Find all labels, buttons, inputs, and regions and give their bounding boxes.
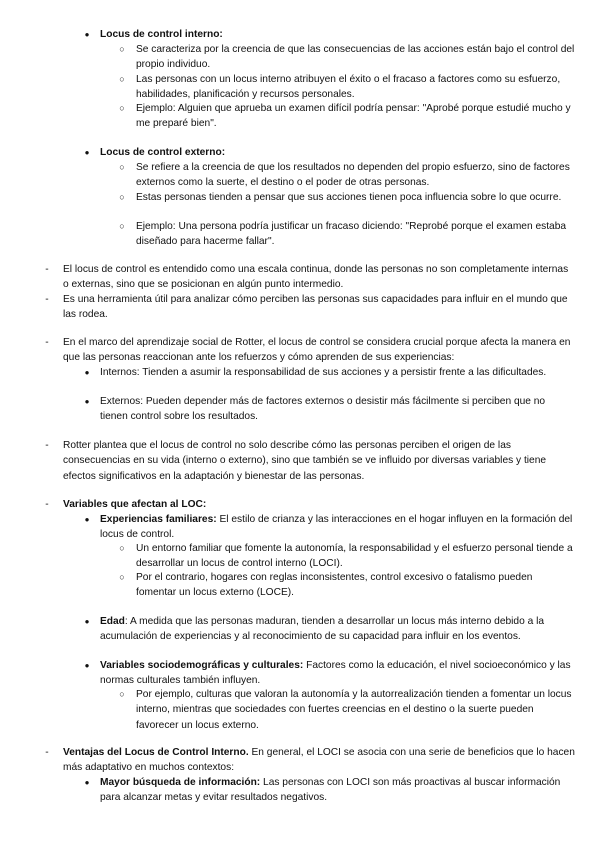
- bullet-item-locus-externo: [84, 145, 575, 160]
- sub-item-socio-1: [119, 687, 575, 733]
- text-familiares: El estilo de crianza y las interacciones en el hogar influyen en la formación del locus de control.: [100, 514, 573, 541]
- sub-item-text: Ejemplo: Alguien que aprueba un examen difícil podría pensar: "Aprobé porque estudié mucho y me preparé bien".: [136, 103, 571, 130]
- label-busqueda: Mayor búsqueda de información:: [100, 777, 261, 788]
- dash-item-variables: [45, 497, 575, 512]
- bullet-item-externos: [84, 394, 575, 425]
- bullet-item-locus-interno: [84, 27, 575, 42]
- heading-variables: Variables que afectan al LOC:: [63, 499, 207, 510]
- sub-item-interno-3: [119, 101, 575, 132]
- sub-item-text: Por el contrario, hogares con reglas inconsistentes, control excesivo o fatalismo pueden fomentar un locus externo (LOCE).: [136, 572, 533, 599]
- circle-marker: ○: [119, 103, 125, 113]
- bullet-item-familiares: [84, 512, 575, 543]
- sub-item-text: Un entorno familiar que fomente la autonomía, la responsabilidad y el esfuerzo personal tiende a desarrollar un locus de control interno (LOCI).: [136, 543, 573, 570]
- text-busqueda: Las personas con LOCI son más proactivas al buscar información para alcanzar metas y evitar resultados negativos.: [100, 777, 561, 804]
- bullet-text-internos: Internos: Tienden a asumir la responsabilidad de sus acciones y a persistir frente a las dificultades.: [100, 367, 547, 378]
- sub-item-externo-1: [119, 160, 575, 191]
- paragraph-rotter: En el marco del aprendizaje social de Rotter, el locus de control se considera crucial porque afecta la manera en que las personas reaccionan ante los refuerzos y cómo aprenden de sus experiencias:: [63, 337, 571, 364]
- sub-item-externo-3: [119, 219, 575, 250]
- dash-item-ventajas: [45, 745, 575, 776]
- dash-marker: -: [45, 337, 49, 348]
- circle-marker: ○: [119, 221, 125, 231]
- sub-item-externo-2: [119, 190, 575, 205]
- circle-marker: ○: [119, 74, 125, 84]
- dash-marker: -: [45, 499, 49, 510]
- heading-locus-externo: Locus de control externo:: [100, 147, 226, 158]
- bullet-marker: ●: [84, 148, 90, 157]
- dash-marker: -: [45, 294, 49, 305]
- bullet-item-edad: [84, 614, 575, 645]
- bullet-marker: ●: [84, 515, 90, 524]
- bullet-marker: ●: [84, 368, 90, 377]
- text-edad: : A medida que las personas maduran, tienden a desarrollar un locus más interno debido a la acumulación de experiencias y al reconocimiento de su capacidad para influir en los eventos.: [100, 616, 545, 643]
- paragraph-herramienta: Es una herramienta útil para analizar cómo perciben las personas sus capacidades para influir en el mundo que las rodea.: [63, 294, 568, 321]
- circle-marker: ○: [119, 689, 125, 699]
- circle-marker: ○: [119, 44, 125, 54]
- circle-marker: ○: [119, 572, 125, 582]
- bullet-item-internos: [84, 365, 575, 380]
- label-edad: Edad: [100, 616, 125, 627]
- sub-item-text: Ejemplo: Una persona podría justificar un fracaso diciendo: "Reprobé porque el examen estaba diseñado para hacerme fallar".: [136, 221, 567, 248]
- sub-item-interno-1: [119, 42, 575, 73]
- sub-item-familiares-2: [119, 570, 575, 601]
- paragraph-escala: El locus de control es entendido como una escala continua, donde las personas no son completamente internas o externas, sino que se posicionan en algún punto intermedio.: [63, 264, 569, 291]
- sub-item-text: Se refiere a la creencia de que los resultados no dependen del propio esfuerzo, sino de factores externos como la suerte, el destino o el poder de otras personas.: [136, 162, 570, 189]
- circle-marker: ○: [119, 543, 125, 553]
- circle-marker: ○: [119, 192, 125, 202]
- sub-item-text: Por ejemplo, culturas que valoran la autonomía y la autorrealización tienden a fomentar un locus interno, mientras que sociedades con fuertes creencias en el destino o la suerte pueden favorecer un locus externo.: [136, 689, 572, 731]
- dash-item-herramienta: [45, 292, 575, 323]
- dash-item-plantea: [45, 438, 575, 484]
- dash-item-escala: [45, 262, 575, 293]
- heading-ventajas: Ventajas del Locus de Control Interno.: [63, 747, 249, 758]
- sub-item-text: Las personas con un locus interno atribuyen el éxito o el fracaso a factores como su esfuerzo, habilidades, planificación y recursos personales.: [136, 74, 561, 101]
- dash-item-rotter: [45, 335, 575, 366]
- text-ventajas: En general, el LOCI se asocia con una serie de beneficios que lo hacen más adaptativo en muchos contextos:: [63, 747, 575, 774]
- bullet-marker: ●: [84, 778, 90, 787]
- sub-item-text: Se caracteriza por la creencia de que las consecuencias de las acciones están bajo el control del propio individuo.: [136, 44, 575, 71]
- heading-locus-interno: Locus de control interno:: [100, 29, 223, 40]
- label-familiares: Experiencias familiares:: [100, 514, 217, 525]
- bullet-text-externos: Externos: Pueden depender más de factores externos o desistir más fácilmente si perciben que no tienen control sobre los resultados.: [100, 396, 546, 423]
- bullet-marker: ●: [84, 617, 90, 626]
- bullet-item-busqueda: [84, 775, 575, 806]
- circle-marker: ○: [119, 162, 125, 172]
- bullet-marker: ●: [84, 30, 90, 39]
- bullet-marker: ●: [84, 661, 90, 670]
- dash-marker: -: [45, 747, 49, 758]
- bullet-marker: ●: [84, 397, 90, 406]
- label-sociodemograficas: Variables sociodemográficas y culturales:: [100, 660, 304, 671]
- sub-item-familiares-1: [119, 541, 575, 572]
- sub-item-interno-2: [119, 72, 575, 103]
- dash-marker: -: [45, 440, 49, 451]
- text-sociodemograficas: Factores como la educación, el nivel socioeconómico y las normas culturales también influyen.: [100, 660, 571, 687]
- paragraph-plantea: Rotter plantea que el locus de control no solo describe cómo las personas perciben el origen de las consecuencias en su vida (interno o externo), sino que también se ve influido por diversas variables y tiene efectos significativos en la adaptación y bienestar de las personas.: [63, 440, 547, 482]
- bullet-item-sociodemograficas: [84, 658, 575, 689]
- dash-marker: -: [45, 264, 49, 275]
- sub-item-text: Estas personas tienden a pensar que sus acciones tienen poca influencia sobre lo que ocurre.: [136, 192, 562, 203]
